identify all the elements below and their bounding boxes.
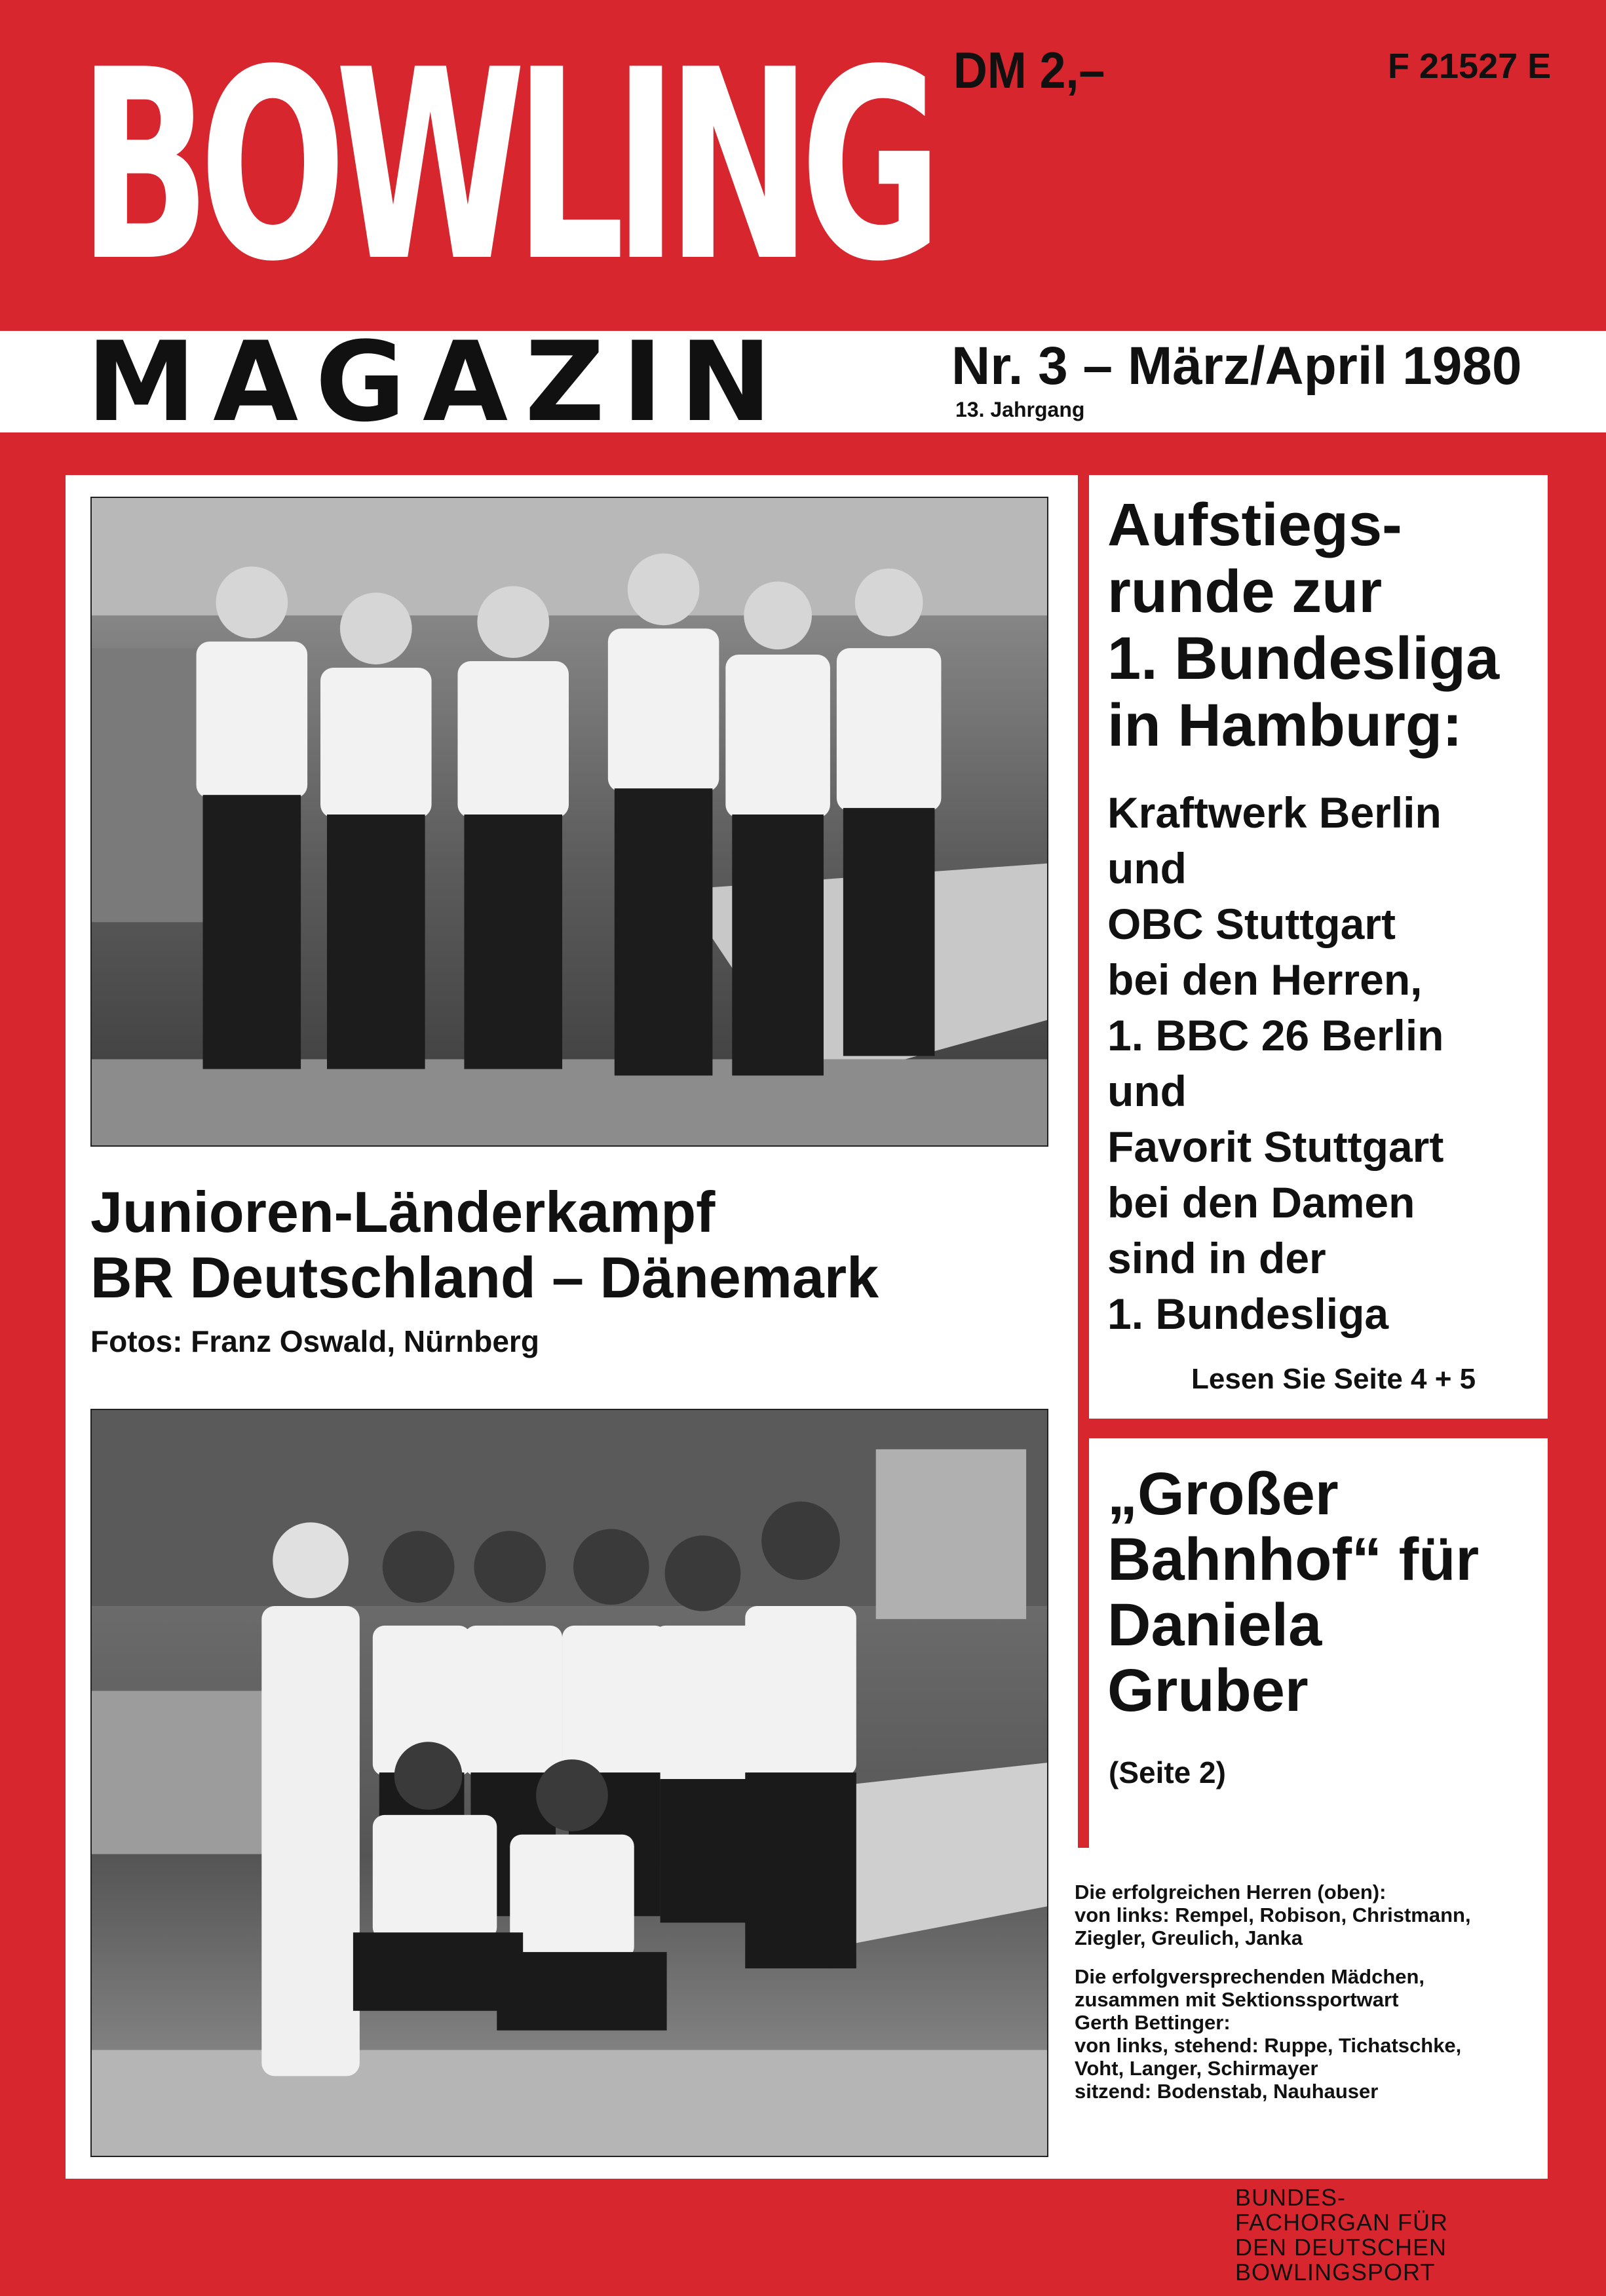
feature-title-line: Bahnhof“ für [1107,1526,1480,1593]
side-story-body-line: und [1107,844,1187,892]
publisher-line: BOWLINGSPORT [1235,2259,1436,2286]
volume-label: 13. Jahrgang [955,398,1085,421]
photo-captions [1075,1881,1533,2118]
side-story-body-line: Favorit Stuttgart [1107,1122,1444,1171]
caption-line: von links: Rempel, Robison, Christmann, [1075,1904,1471,1926]
main-headline-line-1: Junioren-Länderkampf [90,1179,716,1244]
caption-herren [1075,1881,1533,1949]
feature-title-line: Gruber [1107,1657,1309,1724]
feature-title-line: „Großer [1107,1461,1339,1527]
side-story-title-line: runde zur [1107,558,1383,625]
side-story-title-line: Aufstiegs- [1107,491,1402,558]
photo-herren-team [90,497,1048,1147]
photo-maedchen-team [90,1409,1048,2157]
main-headline-line-2: BR Deutschland – Dänemark [90,1245,879,1310]
photo-herren-image [92,498,1047,1145]
caption-line: Die erfolgversprechenden Mädchen, [1075,1965,1425,1988]
side-story-body-line: Kraftwerk Berlin [1107,788,1442,837]
side-story-body-line: und [1107,1067,1187,1115]
feature-page-reference: (Seite 2) [1109,1755,1226,1789]
price-label: DM 2,– [953,41,1105,99]
feature-title [1107,1461,1533,1723]
caption-line: Gerth Bettinger: [1075,2011,1231,2034]
photo-credit: Fotos: Franz Oswald, Nürnberg [90,1324,539,1358]
side-story-title-line: in Hamburg: [1107,692,1463,759]
side-story-title [1107,491,1540,759]
caption-line: Voht, Langer, Schirmayer [1075,2057,1318,2080]
side-story-body-line: bei den Herren, [1107,955,1423,1004]
caption-line: Ziegler, Greulich, Janka [1075,1926,1303,1949]
caption-maedchen [1075,1965,1533,2103]
feature-title-line: Daniela [1107,1592,1322,1658]
caption-line: zusammen mit Sektionssportwart [1075,1988,1399,2011]
issue-number: Nr. 3 – März/April 1980 [951,336,1522,396]
side-story-body-line: 1. BBC 26 Berlin [1107,1011,1444,1060]
publisher-line: BUNDES- [1235,2184,1347,2211]
photo-maedchen-image [92,1410,1047,2156]
publisher-note [1235,2185,1448,2285]
issn-label: F 21527 E [1388,47,1552,86]
side-story-body-line: 1. Bundesliga [1107,1290,1389,1338]
caption-line: Die erfolgreichen Herren (oben): [1075,1881,1386,1904]
magazine-logo-magazin: MAGAZIN [86,318,790,446]
side-story-title-line: 1. Bundesliga [1107,625,1500,692]
magazine-logo-bowling: BOWLING [79,14,931,319]
publisher-line: FACHORGAN FÜR [1235,2209,1449,2236]
caption-line: sitzend: Bodenstab, Nauhauser [1075,2080,1379,2103]
side-story-body-line: bei den Damen [1107,1178,1415,1227]
side-story-body [1107,785,1540,1342]
caption-line: von links, stehend: Ruppe, Tichatschke, [1075,2034,1462,2057]
side-story-page-reference: Lesen Sie Seite 4 + 5 [1191,1363,1476,1395]
publisher-line: DEN DEUTSCHEN [1235,2234,1447,2261]
side-story-body-line: sind in der [1107,1234,1326,1282]
main-headline [90,1179,879,1311]
side-story-body-line: OBC Stuttgart [1107,900,1396,948]
